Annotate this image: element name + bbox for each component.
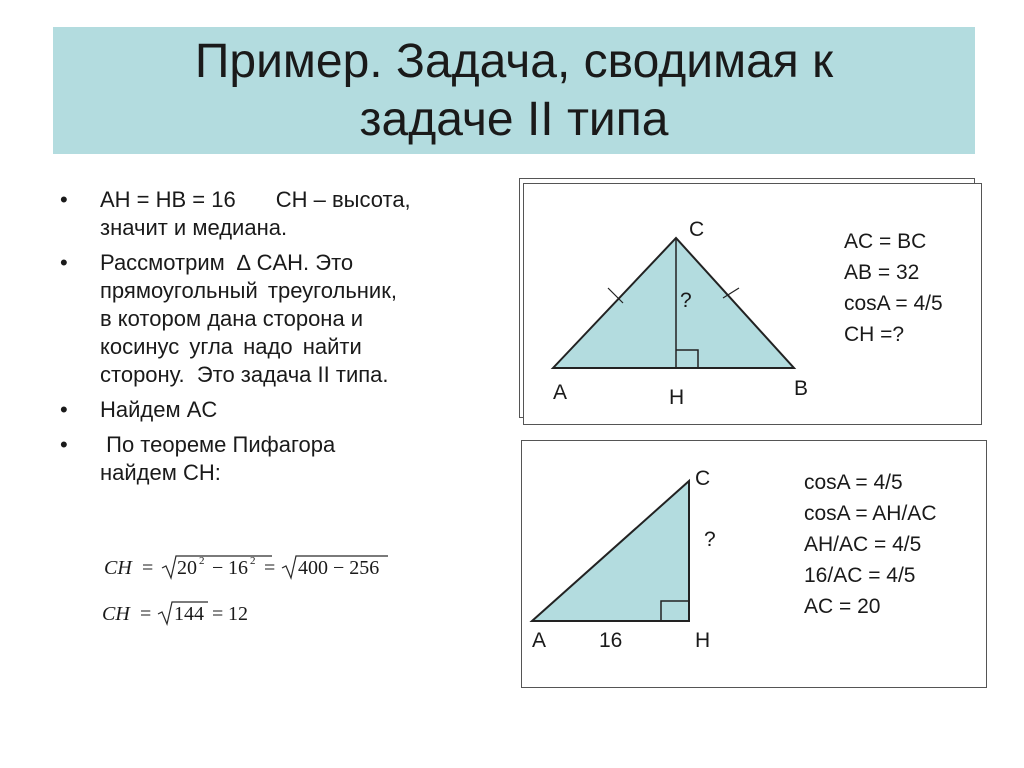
formula-exponent: 2 [199,555,205,567]
formula-text: = [140,603,152,625]
bullet-text: AH = HB = 16 [100,187,236,212]
given-line: cosA = 4/5 [844,292,943,315]
title-line-1: Пример. Задача, сводимая к [194,35,834,88]
formula-text: 16 [228,557,248,579]
label-h: H [669,386,685,409]
bullet-text: Рассмотрим [100,250,225,275]
label-unknown: ? [704,528,716,551]
isosceles-triangle-diagram [524,184,824,424]
bullet-text: значит и медиана. [100,215,288,240]
formula-text: 20 [177,557,197,579]
formula-text: = [264,557,276,579]
bullet-text: Найдем AC [100,397,218,422]
formula-exponent: 2 [250,555,256,567]
figure-1-panel [523,183,982,425]
triangle-abc [553,238,794,368]
right-triangle-diagram [522,441,802,687]
bullet-text: CAH. Это [256,250,354,275]
bullet-dot: • [60,187,68,212]
formula-text: 12 [228,603,248,625]
title-bar [53,27,975,154]
bullet-dot: • [60,250,68,275]
bullet-item [60,249,500,389]
formula-text: CH [104,557,132,579]
formula-text: CH [102,603,130,625]
given-list-2 [804,467,936,622]
bullet-text: сторону. Это задача II типа. [100,362,389,387]
label-a: A [553,381,568,404]
bullet-text: прямоугольный треугольник, [100,278,397,303]
label-c: C [695,467,711,490]
label-side-ah: 16 [599,629,623,652]
given-line: AC = 20 [804,595,881,618]
bullet-list [60,186,500,494]
given-line: AC = BC [844,230,927,253]
given-line: 16/AC = 4/5 [804,564,916,587]
formula-1 [100,550,400,584]
label-h: H [695,629,711,652]
formula-text: = [142,557,154,579]
page-title [53,33,975,149]
bullet-text: косинус угла надо найти [100,334,362,359]
formula-text: = [212,603,224,625]
formula-2 [100,596,270,630]
bullet-text: По теореме Пифагора [106,432,336,457]
given-line: cosA = 4/5 [804,471,903,494]
bullet-text: CH – высота, [275,187,411,212]
label-b: B [794,377,809,400]
bullet-text: найдем CH: [100,460,221,485]
bullet-item [60,396,500,424]
formula-text: 400 − 256 [298,557,380,579]
bullet-item [60,186,500,242]
formula-text: 144 [174,603,204,625]
formula-text: − [212,557,224,579]
given-line: cosA = AH/AC [804,502,937,525]
delta-symbol: ∆ [237,250,251,275]
bullet-dot: • [60,432,68,457]
triangle-ach [532,481,689,621]
label-unknown: ? [680,289,692,312]
figure-2-panel [521,440,987,688]
bullet-text: в котором дана сторона и [100,306,364,331]
label-c: C [689,218,705,241]
given-list-1 [844,226,943,350]
given-line: CH =? [844,323,905,346]
given-line: AH/AC = 4/5 [804,533,922,556]
bullet-item [60,431,500,487]
title-line-2: задаче II типа [359,93,669,146]
label-a: A [532,629,547,652]
given-line: AB = 32 [844,261,920,284]
bullet-dot: • [60,397,68,422]
